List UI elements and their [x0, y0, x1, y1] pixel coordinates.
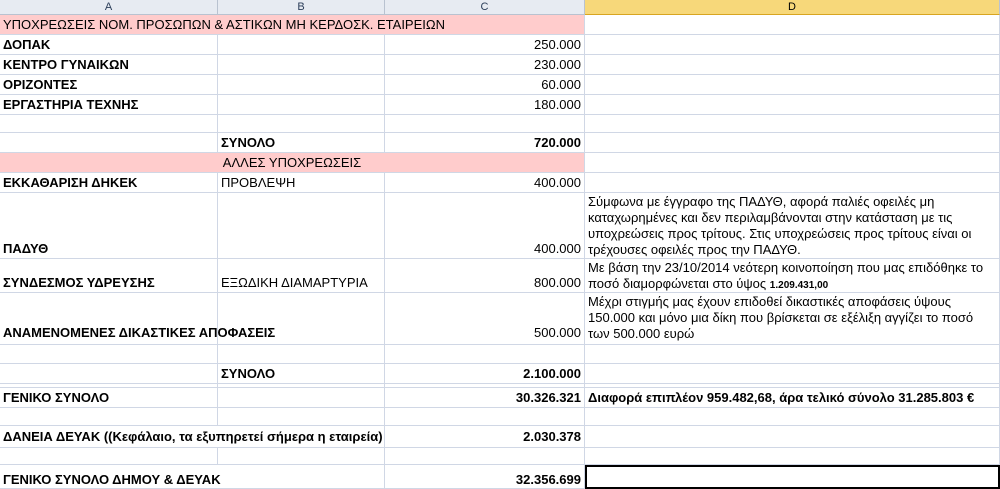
table-row: [0, 426, 1000, 448]
cell-a[interactable]: [0, 364, 218, 384]
cell-d[interactable]: [585, 345, 1000, 364]
cell-b[interactable]: [218, 55, 385, 75]
table-row: [0, 173, 1000, 193]
cell-a[interactable]: ΕΡΓΑΣΤΗΡΙΑ ΤΕΧΝΗΣ: [0, 95, 218, 115]
cell-b[interactable]: [218, 388, 385, 408]
loans-label[interactable]: ΔΑΝΕΙΑ ΔΕΥΑΚ ((Κεφάλαιο, τα εξυπηρετεί σήμερα η εταιρεία): [0, 426, 385, 448]
cell-a[interactable]: [0, 448, 218, 465]
cell-a[interactable]: [0, 345, 218, 364]
cell-d[interactable]: [585, 75, 1000, 95]
table-row: [0, 193, 1000, 259]
cell-d[interactable]: [585, 115, 1000, 133]
comment-text: ποσό διαμορφώνεται στο ύψος: [588, 276, 767, 291]
cell-b[interactable]: [218, 115, 385, 133]
table-row: [0, 95, 1000, 115]
cell-d[interactable]: [585, 426, 1000, 448]
column-header-b[interactable]: B: [218, 0, 385, 15]
cell-a[interactable]: ΔΟΠΑΚ: [0, 35, 218, 55]
cell-b[interactable]: [218, 448, 385, 465]
cell-d[interactable]: [585, 95, 1000, 115]
cell-b[interactable]: [218, 35, 385, 55]
cell-a[interactable]: ΣΥΝΔΕΣΜΟΣ ΥΔΡΕΥΣΗΣ: [0, 259, 218, 293]
cell-d[interactable]: [585, 35, 1000, 55]
subtotal-value[interactable]: 2.100.000: [385, 364, 585, 384]
section-title[interactable]: ΥΠΟΧΡΕΩΣΕΙΣ ΝΟΜ. ΠΡΟΣΩΠΩΝ & ΑΣΤΙΚΩΝ ΜΗ ΚΕΡΔΟΣΚ. ΕΤΑΙΡΕΙΩΝ: [0, 15, 585, 35]
table-row: [0, 388, 1000, 408]
cell-c[interactable]: [385, 408, 585, 426]
cell-d[interactable]: [585, 408, 1000, 426]
cell-c[interactable]: [385, 448, 585, 465]
table-row: [0, 259, 1000, 293]
column-header-d[interactable]: D: [585, 0, 1000, 15]
cell-a[interactable]: [0, 133, 218, 153]
cell-c[interactable]: 230.000: [385, 55, 585, 75]
cell-a[interactable]: [0, 408, 218, 426]
table-row: [0, 293, 1000, 345]
cell-b[interactable]: ΠΡΟΒΛΕΨΗ: [218, 173, 385, 193]
cell-c[interactable]: 400.000: [385, 193, 585, 259]
active-cell[interactable]: [585, 465, 1000, 489]
cell-b[interactable]: [218, 193, 385, 259]
cell-a[interactable]: ΟΡΙΖΟΝΤΕΣ: [0, 75, 218, 95]
cell-d[interactable]: [585, 364, 1000, 384]
cell-b[interactable]: [218, 408, 385, 426]
cell-a[interactable]: [0, 115, 218, 133]
cell-b[interactable]: ΕΞΩΔΙΚΗ ΔΙΑΜΑΡΤΥΡΙΑ: [218, 259, 385, 293]
comment-cell[interactable]: Σύμφωνα με έγγραφο της ΠΑΔΥΘ, αφορά παλιές οφειλές μη καταχωρημένες και δεν περιλαμβάνονται στην κατάσταση με τις υποχρεώσεις προς τρίτους. Στις υποχρεώσεις προς τρίτους είναι οι τρέχουσες οφειλές προς την ΠΑΔΥΘ.: [585, 193, 1000, 259]
cell-c[interactable]: [385, 115, 585, 133]
table-row: [0, 15, 1000, 35]
subtotal-label[interactable]: ΣΥΝΟΛΟ: [218, 133, 385, 153]
subtotal-value[interactable]: 720.000: [385, 133, 585, 153]
loans-value[interactable]: 2.030.378: [385, 426, 585, 448]
cell-d[interactable]: [585, 15, 1000, 35]
cell-c[interactable]: 250.000: [385, 35, 585, 55]
cell-b[interactable]: [218, 75, 385, 95]
comment-cell[interactable]: [585, 259, 1000, 293]
subtotal-label[interactable]: ΣΥΝΟΛΟ: [218, 364, 385, 384]
table-row: [0, 35, 1000, 55]
table-row: [0, 115, 1000, 133]
cell-a[interactable]: ΠΑΔΥΘ: [0, 193, 218, 259]
cell-c[interactable]: 500.000: [385, 293, 585, 345]
cell-a[interactable]: ΚΕΝΤΡΟ ΓΥΝΑΙΚΩΝ: [0, 55, 218, 75]
final-total-label[interactable]: ΓΕΝΙΚΟ ΣΥΝΟΛΟ ΔΗΜΟΥ & ΔΕΥΑΚ: [0, 465, 385, 489]
cell-d[interactable]: [585, 173, 1000, 193]
cell-a[interactable]: ΕΚΚΑΘΑΡΙΣΗ ΔΗΚΕΚ: [0, 173, 218, 193]
comment-line: [588, 276, 996, 293]
final-total-value[interactable]: 32.356.699: [385, 465, 585, 489]
cell-d[interactable]: [585, 448, 1000, 465]
table-row: [0, 55, 1000, 75]
table-row: [0, 465, 1000, 489]
comment-line: Με βάση την 23/10/2014 νεότερη κοινοποίηση που μας επιδόθηκε το: [588, 260, 984, 275]
table-row: [0, 133, 1000, 153]
grand-total-label[interactable]: ΓΕΝΙΚΟ ΣΥΝΟΛΟ: [0, 388, 218, 408]
section-title[interactable]: ΑΛΛΕΣ ΥΠΟΧΡΕΩΣΕΙΣ: [0, 153, 585, 173]
table-row: [0, 153, 1000, 173]
cell-d[interactable]: [585, 55, 1000, 75]
table-row: [0, 364, 1000, 384]
cell-b[interactable]: [218, 345, 385, 364]
comment-cell[interactable]: Μέχρι στιγμής μας έχουν επιδοθεί δικαστικές αποφάσεις ύψους 150.000 και μόνο μια δίκη που βρίσκεται σε εξέλιξη αγγίζει το ποσό των 500.000 ευρώ: [585, 293, 1000, 345]
table-row: [0, 345, 1000, 364]
table-row: [0, 75, 1000, 95]
column-header-a[interactable]: A: [0, 0, 218, 15]
cell-d[interactable]: [585, 153, 1000, 173]
cell-c[interactable]: 400.000: [385, 173, 585, 193]
cell-b[interactable]: [218, 95, 385, 115]
comment-amount: 1.209.431,00: [769, 280, 829, 291]
cell-c[interactable]: 180.000: [385, 95, 585, 115]
cell-c[interactable]: [385, 345, 585, 364]
cell-a[interactable]: ΑΝΑΜΕΝΟΜΕΝΕΣ ΔΙΚΑΣΤΙΚΕΣ ΑΠΟΦΑΣΕΙΣ: [0, 293, 218, 345]
cell-c[interactable]: 800.000: [385, 259, 585, 293]
table-row: [0, 408, 1000, 426]
cell-b[interactable]: [218, 293, 385, 345]
cell-d[interactable]: [585, 133, 1000, 153]
table-row: [0, 448, 1000, 465]
grand-total-value[interactable]: 30.326.321: [385, 388, 585, 408]
grand-total-note[interactable]: Διαφορά επιπλέον 959.482,68, άρα τελικό σύνολο 31.285.803 €: [585, 388, 1000, 408]
cell-c[interactable]: 60.000: [385, 75, 585, 95]
column-header-c[interactable]: C: [385, 0, 585, 15]
